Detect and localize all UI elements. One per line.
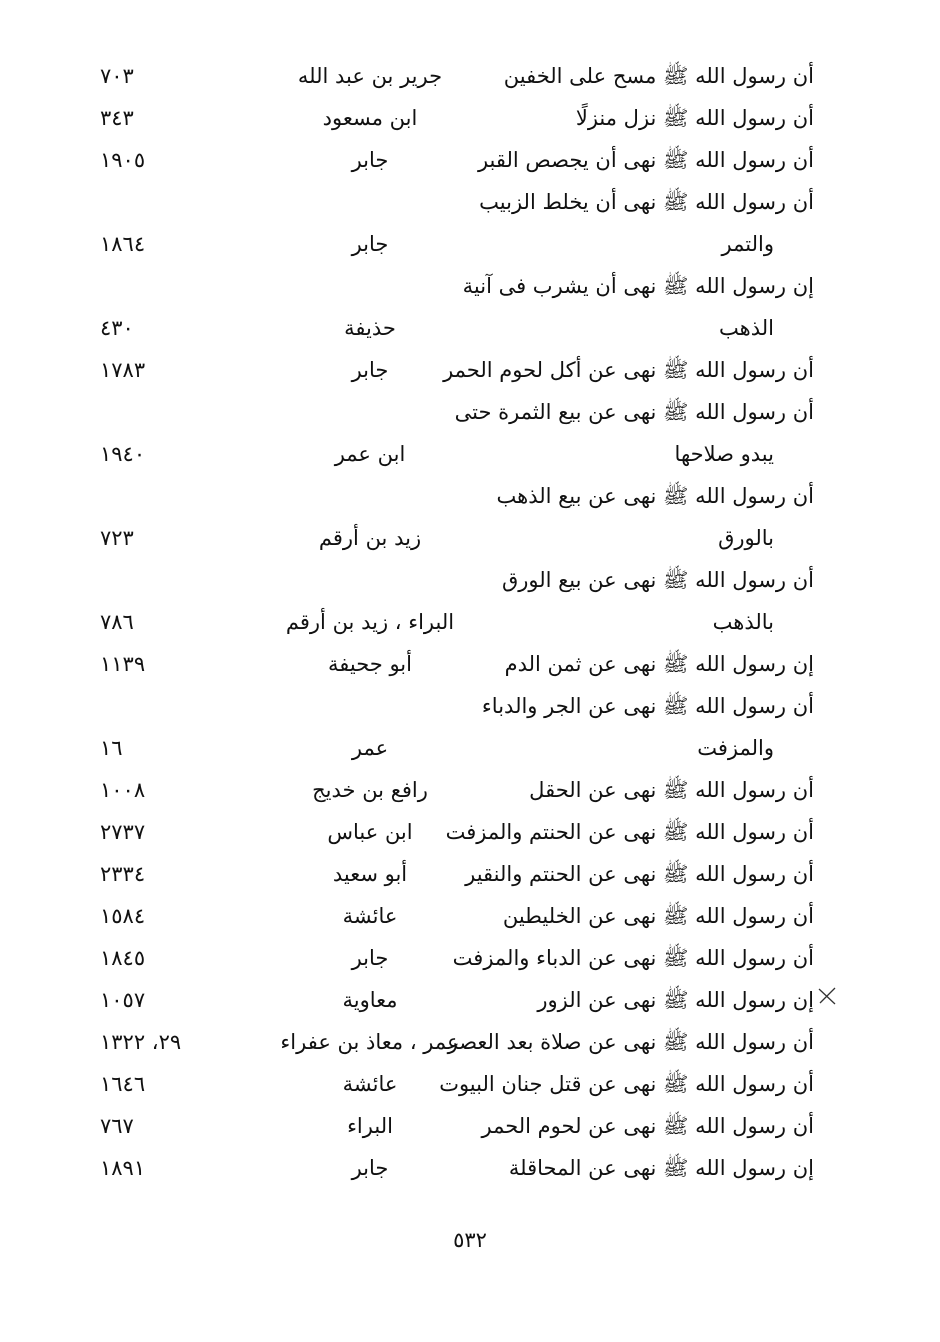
hadith-text: الذهب [719,316,774,340]
hadith-number: ١٩٤٠ [100,442,146,466]
index-row [0,350,940,392]
hadith-text: أن رسول الله ﷺ نهى أن يخلط الزبيب [479,190,814,214]
index-row [0,1106,940,1148]
index-row [0,266,940,308]
narrator: عائشة [342,904,398,928]
hadith-text: أن رسول الله ﷺ نهى عن بيع الورق [501,568,814,592]
narrator: أبو سعيد [332,862,408,886]
narrator: رافع بن خديج [312,778,428,802]
hadith-number: ٢٩، ١٣٢٢ [100,1030,182,1054]
index-row [0,560,940,602]
hadith-number: ١٨٩١ [100,1156,146,1180]
hadith-text: أن رسول الله ﷺ نهى عن بيع الذهب [496,484,814,508]
hadith-text: أن رسول الله ﷺ نهى عن لحوم الحمر [481,1114,814,1138]
hadith-number: ١٧٨٣ [100,358,146,382]
narrator: أبو جحيفة [328,652,412,676]
narrator: جابر [351,148,389,172]
hadith-number: ١٠٥٧ [100,988,146,1012]
index-row [0,602,940,644]
hadith-text: أن رسول الله ﷺ نهى عن الحنتم والنقير [465,862,814,886]
hadith-number: ٧٢٣ [100,526,134,550]
hadith-text: أن رسول الله ﷺ نهى عن الدباء والمزفت [452,946,814,970]
hadith-text: أن رسول الله ﷺ نهى عن الحنتم والمزفت [445,820,814,844]
index-row [0,392,940,434]
hadith-text: أن رسول الله ﷺ نهى عن بيع الثمرة حتى [454,400,814,424]
hadith-text: يبدو صلاحها [674,442,774,466]
index-row [0,1064,940,1106]
narrator: البراء ، زيد بن أرقم [285,610,455,634]
index-row [0,56,940,98]
hadith-number: ١٠٠٨ [100,778,146,802]
index-row [0,770,940,812]
hadith-number: ٢٧٣٧ [100,820,146,844]
narrator: جابر [351,358,389,382]
hadith-text: إن رسول الله ﷺ نهى أن يشرب فى آنية [462,274,814,298]
index-row [0,854,940,896]
hadith-text: والمزفت [697,736,774,760]
index-row [0,728,940,770]
hadith-number: ٣٤٣ [100,106,134,130]
narrator: معاوية [342,988,398,1012]
index-row [0,140,940,182]
index-row [0,518,940,560]
hadith-text: إن رسول الله ﷺ نهى عن الزور [537,988,814,1012]
hadith-number: ٧٦٧ [100,1114,134,1138]
narrator: عائشة [342,1072,398,1096]
hadith-text: بالذهب [712,610,774,634]
hadith-number: ١١٣٩ [100,652,146,676]
narrator: عمر ، معاذ بن عفراء [280,1030,460,1054]
hadith-text: أن رسول الله ﷺ نهى عن الحقل [529,778,814,802]
hadith-text: إن رسول الله ﷺ نهى عن المحاقلة [508,1156,814,1180]
narrator: البراء [347,1114,393,1138]
index-row [0,812,940,854]
hadith-text: أن رسول الله ﷺ نزل منزلًا [575,106,814,130]
narrator: ابن عمر [334,442,406,466]
handwritten-x-mark-icon [815,984,839,1008]
narrator: زيد بن أرقم [318,526,422,550]
hadith-number: ٤٣٠ [100,316,134,340]
hadith-number: ١٦ [100,736,123,760]
hadith-text: أن رسول الله ﷺ نهى عن الخليطين [502,904,814,928]
hadith-text: بالورق [718,526,774,550]
narrator: حذيفة [344,316,396,340]
hadith-number: ١٥٨٤ [100,904,146,928]
index-row [0,1022,940,1064]
page-number: ٥٣٢ [453,1228,487,1252]
index-row [0,182,940,224]
index-row [0,434,940,476]
index-row [0,980,940,1022]
index-row [0,476,940,518]
index-row [0,308,940,350]
hadith-text: أن رسول الله ﷺ نهى عن أكل لحوم الحمر [443,358,814,382]
hadith-number: ٢٣٣٤ [100,862,146,886]
hadith-text: والتمر [721,232,774,256]
index-row [0,1148,940,1190]
hadith-number: ١٨٤٥ [100,946,146,970]
hadith-text: أن رسول الله ﷺ نهى عن الجر والدباء [481,694,814,718]
hadith-text: أن رسول الله ﷺ نهى أن يجصص القبر [477,148,814,172]
hadith-text: إن رسول الله ﷺ نهى عن ثمن الدم [504,652,814,676]
hadith-text: أن رسول الله ﷺ مسح على الخفين [503,64,814,88]
index-row [0,938,940,980]
index-row [0,98,940,140]
narrator: جرير بن عبد الله [297,64,443,88]
index-row [0,686,940,728]
narrator: ابن عباس [327,820,413,844]
narrator: عمر [351,736,389,760]
hadith-number: ٧٨٦ [100,610,134,634]
index-row [0,224,940,266]
hadith-text: أن رسول الله ﷺ نهى عن صلاة بعد العصر [447,1030,814,1054]
hadith-number: ١٨٦٤ [100,232,146,256]
hadith-number: ٧٠٣ [100,64,134,88]
narrator: جابر [351,232,389,256]
index-row [0,644,940,686]
hadith-text: أن رسول الله ﷺ نهى عن قتل جنان البيوت [439,1072,814,1096]
index-row [0,896,940,938]
narrator: جابر [351,1156,389,1180]
narrator: ابن مسعود [322,106,418,130]
narrator: جابر [351,946,389,970]
hadith-number: ١٩٠٥ [100,148,146,172]
hadith-number: ١٦٤٦ [100,1072,146,1096]
